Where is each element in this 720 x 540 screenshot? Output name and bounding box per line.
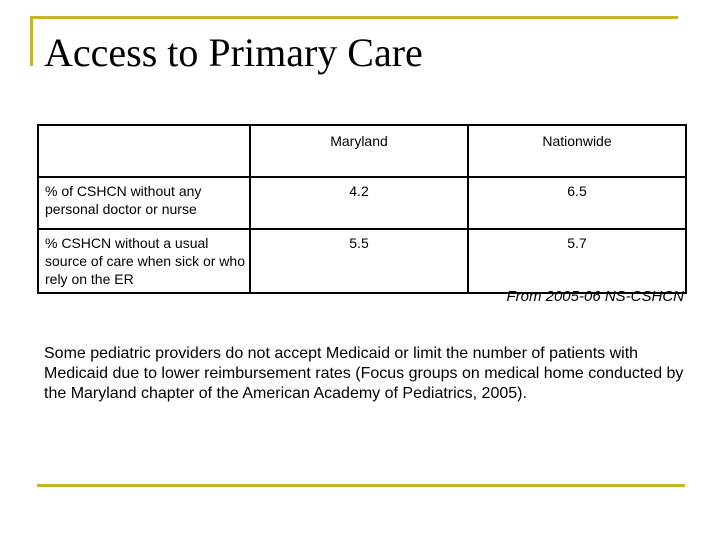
- header-nationwide: Nationwide: [468, 125, 686, 177]
- header-empty: [38, 125, 250, 177]
- row-label: % CSHCN without a usual source of care when sick or who rely on the ER: [38, 229, 250, 293]
- maryland-value: 5.5: [250, 229, 468, 293]
- data-table: [37, 124, 687, 294]
- bottom-rule: [37, 484, 685, 487]
- top-rule: [30, 16, 678, 19]
- header-maryland: Maryland: [250, 125, 468, 177]
- maryland-value: 4.2: [250, 177, 468, 229]
- left-rule: [30, 16, 33, 66]
- body-note: Some pediatric providers do not accept Medicaid or limit the number of patients with Medicaid due to lower reimbursement rates (Focus groups on medical home conducted by the Maryland chapter of the American Academy of Pediatrics, 2005).: [44, 345, 684, 402]
- table-header-row: [38, 125, 686, 177]
- slide-title: Access to Primary Care: [44, 30, 423, 75]
- table-row: [38, 229, 686, 293]
- source-citation: From 2005-06 NS-CSHCN: [506, 288, 684, 305]
- nationwide-value: 5.7: [468, 229, 686, 293]
- row-label: % of CSHCN without any personal doctor or nurse: [38, 177, 250, 229]
- nationwide-value: 6.5: [468, 177, 686, 229]
- table-row: [38, 177, 686, 229]
